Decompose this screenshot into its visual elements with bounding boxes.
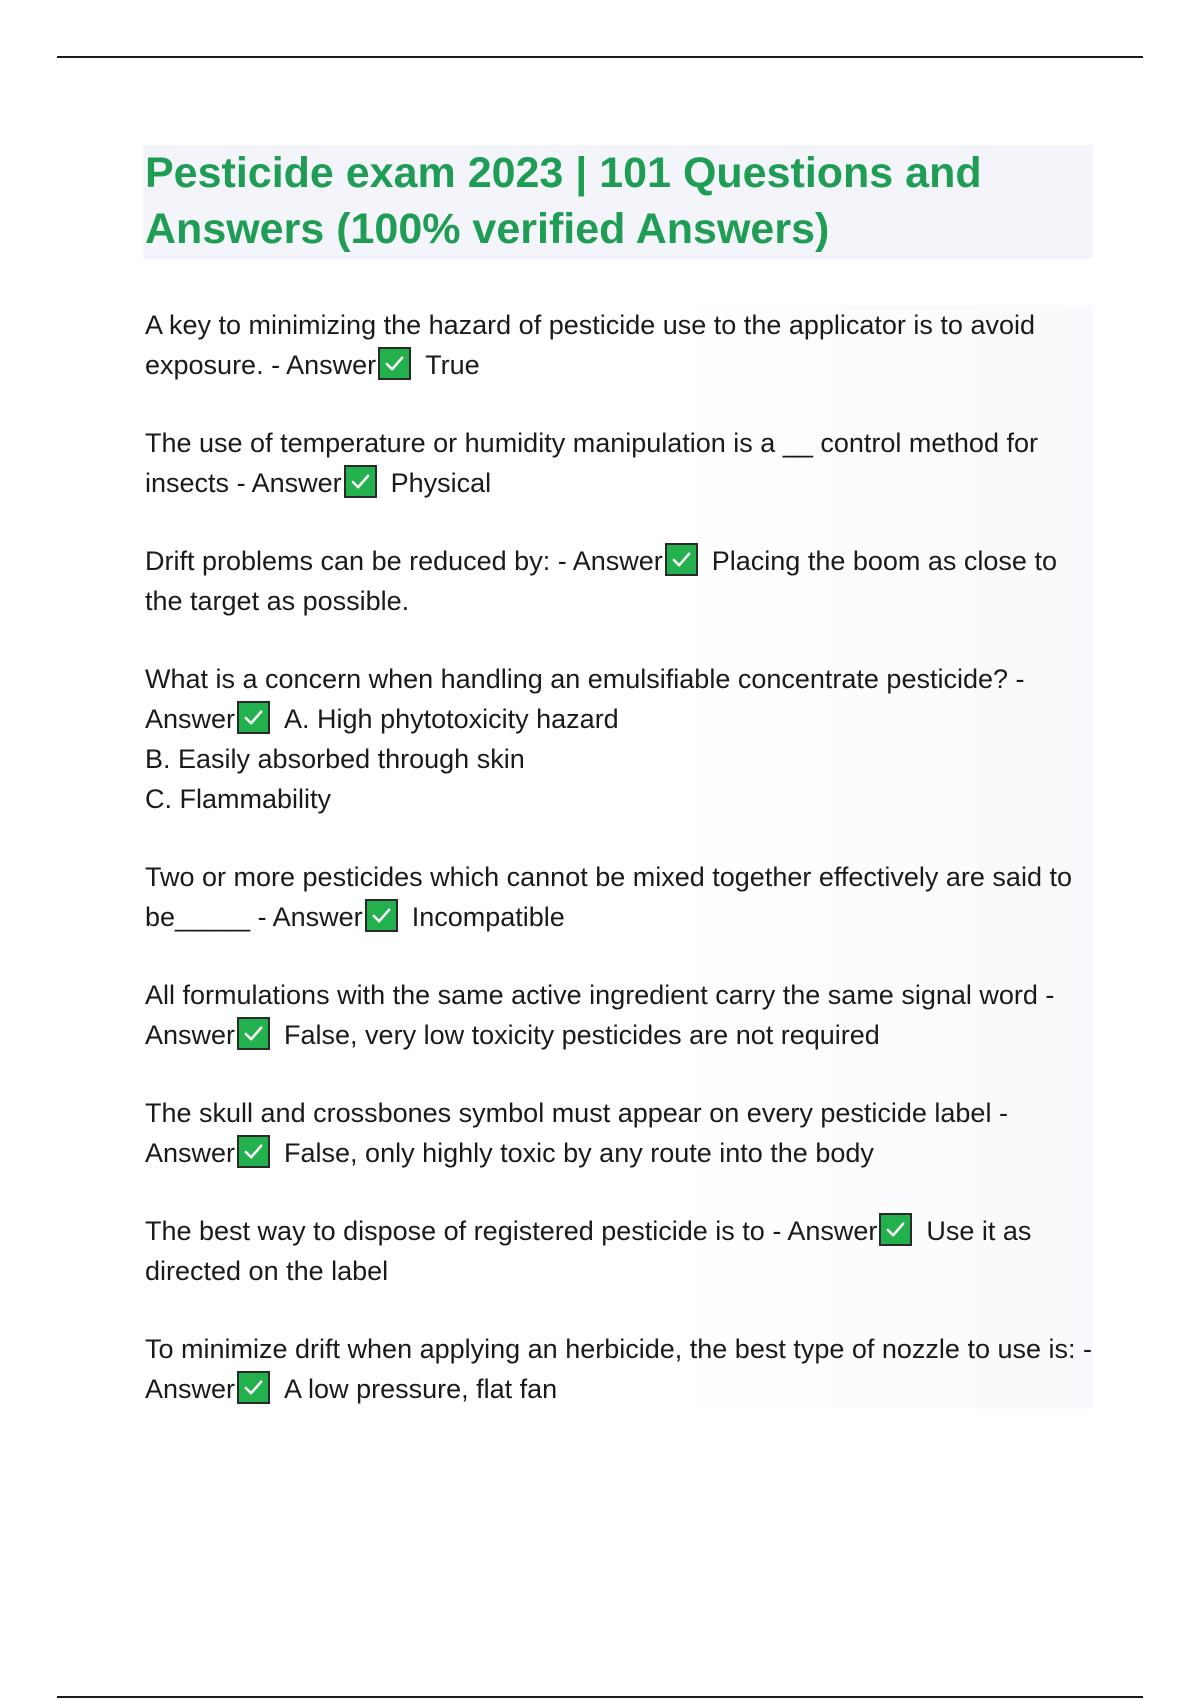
footer-rule (57, 1696, 1143, 1698)
document-body (145, 145, 1093, 1447)
check-mark-icon (378, 347, 411, 380)
check-mark-icon (365, 899, 398, 932)
answer-text: Physical (390, 468, 492, 498)
check-mark-icon (237, 1135, 270, 1168)
answer-marker: - Answer (145, 1098, 1008, 1168)
check-mark-icon (344, 465, 377, 498)
answer-text: A. High phytotoxicity hazard (284, 704, 619, 734)
question-text: The skull and crossbones symbol must appear on every pesticide label (145, 1098, 992, 1128)
answer-marker: - Answer (236, 468, 342, 498)
question-text: What is a concern when handling an emulsifiable concentrate pesticide? (145, 664, 1009, 694)
qa-item (145, 1211, 1093, 1291)
check-mark-icon (237, 1017, 270, 1050)
qa-item (145, 541, 1093, 621)
answer-text: True (425, 350, 480, 380)
qa-item (145, 305, 1093, 385)
qa-list (145, 305, 1093, 1409)
answer-option: C. Flammability (145, 784, 332, 814)
answer-text: False, very low toxicity pesticides are not required (284, 1020, 880, 1050)
question-text: All formulations with the same active ingredient carry the same signal word (145, 980, 1038, 1010)
qa-item (145, 1329, 1093, 1409)
answer-text: False, only highly toxic by any route into the body (284, 1138, 874, 1168)
question-text: To minimize drift when applying an herbicide, the best type of nozzle to use is: (145, 1334, 1076, 1364)
qa-item (145, 659, 1093, 819)
answer-marker: - Answer (145, 1334, 1093, 1404)
answer-marker: - Answer (145, 980, 1055, 1050)
answer-text: A low pressure, flat fan (284, 1374, 558, 1404)
check-mark-icon (665, 543, 698, 576)
answer-marker: - Answer (145, 664, 1025, 734)
answer-text: Placing the boom as close to the target as possible. (145, 546, 1057, 616)
qa-item (145, 423, 1093, 503)
qa-item (145, 975, 1093, 1055)
question-text: Drift problems can be reduced by: (145, 546, 551, 576)
qa-item (145, 857, 1093, 937)
qa-item (145, 1093, 1093, 1173)
answer-marker: - Answer (271, 350, 377, 380)
question-text: The best way to dispose of registered pesticide is to (145, 1216, 765, 1246)
answer-marker: - Answer (772, 1216, 878, 1246)
check-mark-icon (237, 1371, 270, 1404)
question-text: Two or more pesticides which cannot be mixed together effectively are said to be_____ (145, 862, 1072, 932)
answer-text: Incompatible (411, 902, 565, 932)
document-title: Pesticide exam 2023 | 101 Questions and Answers (100% verified Answers) (145, 149, 982, 253)
check-mark-icon (879, 1213, 912, 1246)
header-rule (57, 56, 1143, 58)
answer-text: Use it as directed on the label (145, 1216, 1032, 1286)
answer-option: B. Easily absorbed through skin (145, 744, 525, 774)
title-banner (143, 145, 1093, 259)
check-mark-icon (237, 701, 270, 734)
question-text: The use of temperature or humidity manipulation is a __ control method for insects (145, 428, 1038, 498)
question-text: A key to minimizing the hazard of pesticide use to the applicator is to avoid exposure. (145, 310, 1035, 380)
answer-marker: - Answer (557, 546, 663, 576)
answer-marker: - Answer (257, 902, 363, 932)
